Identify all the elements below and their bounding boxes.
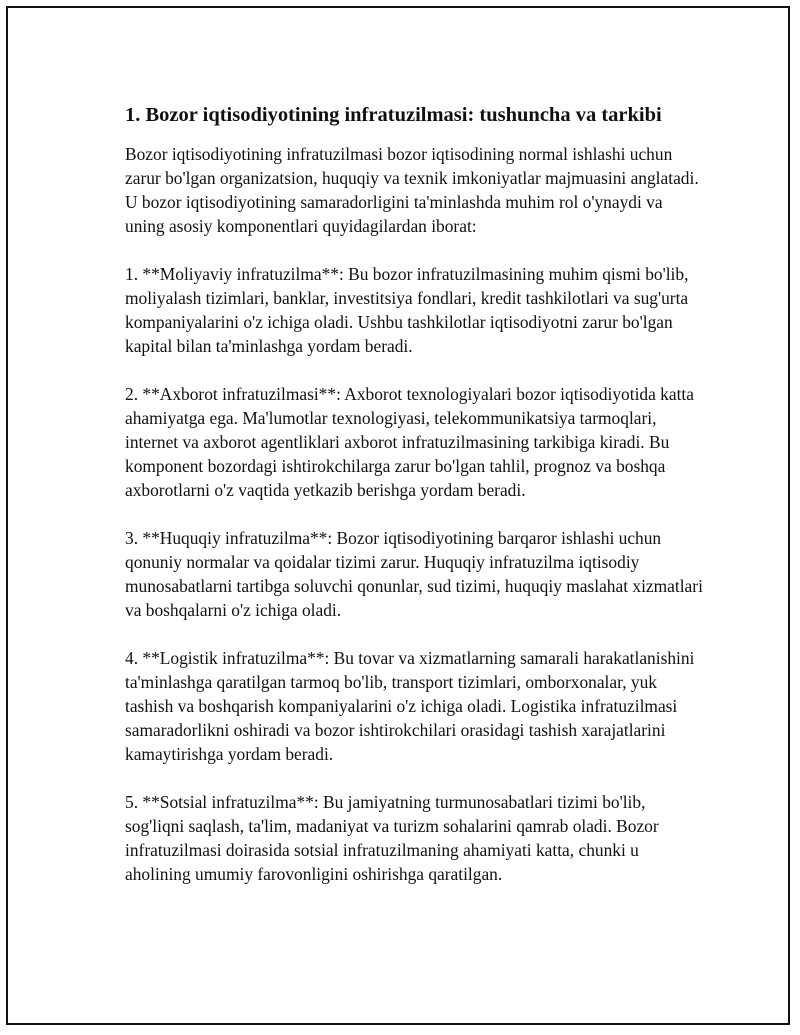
page-frame: [6, 6, 790, 1025]
list-item-financial: 1. **Moliyaviy infratuzilma**: Bu bozor infratuzilmasining muhim qismi bo'lib, moliyalash tizimlari, banklar, investitsiya fondlari, kredit tashkilotlari va sug'urta kompaniyalarini o'z ichiga oladi. Ushbu tashkilotlar iqtisodiyotni zarur bo'lgan kapital bilan ta'minlashga yordam beradi.: [125, 264, 689, 356]
list-item-information: 2. **Axborot infratuzilmasi**: Axborot texnologiyalari bozor iqtisodiyotida katta ahamiyatga ega. Ma'lumotlar texnologiyasi, telekommunikatsiya tarmoqlari, internet va axborot agentliklari axborot infratuzilmasining tarkibiga kiradi. Bu komponent bozordagi ishtirokchilarga zarur bo'lgan tahlil, prognoz va boshqa axborotlarni o'z vaqtida yetkazib berishga yordam beradi.: [125, 384, 694, 500]
list-item-legal: 3. **Huquqiy infratuzilma**: Bozor iqtisodiyotining barqaror ishlashi uchun qonuniy normalar va qoidalar tizimi zarur. Huquqiy infratuzilma iqtisodiy munosabatlarni tartibga soluvchi qonunlar, sud tizimi, huquqiy maslahat xizmatlari va boshqalarni o'z ichiga oladi.: [125, 528, 703, 620]
document-body: [125, 102, 705, 910]
list-item-social: 5. **Sotsial infratuzilma**: Bu jamiyatning turmunosabatlari tizimi bo'lib, sog'liqni saqlash, ta'lim, madaniyat va turizm sohalarini qamrab oladi. Bozor infratuzilmasi doirasida sotsial infratuzilmaning ahamiyati katta, chunki u aholining umumiy farovonligini oshirishga qaratilgan.: [125, 792, 659, 884]
intro-paragraph: Bozor iqtisodiyotining infratuzilmasi bozor iqtisodining normal ishlashi uchun zarur bo'lgan organizatsion, huquqiy va texnik imkoniyatlar majmuasini anglatadi. U bozor iqtisodiyotining samaradorligini ta'minlashda muhim rol o'ynaydi va uning asosiy komponentlari quyidagilardan iborat:: [125, 144, 699, 236]
list-item-logistics: 4. **Logistik infratuzilma**: Bu tovar va xizmatlarning samarali harakatlanishini ta'minlashga qaratilgan tarmoq bo'lib, transport tizimlari, omborxonalar, yuk tashish va boshqarish kompaniyalarini o'z ichiga oladi. Logistika infratuzilmasi samaradorlikni oshiradi va bozor ishtirokchilari orasidagi tashish xarajatlarini kamaytirishga yordam beradi.: [125, 648, 695, 764]
page-title: 1. Bozor iqtisodiyotining infratuzilmasi: tushuncha va tarkibi: [125, 104, 662, 126]
